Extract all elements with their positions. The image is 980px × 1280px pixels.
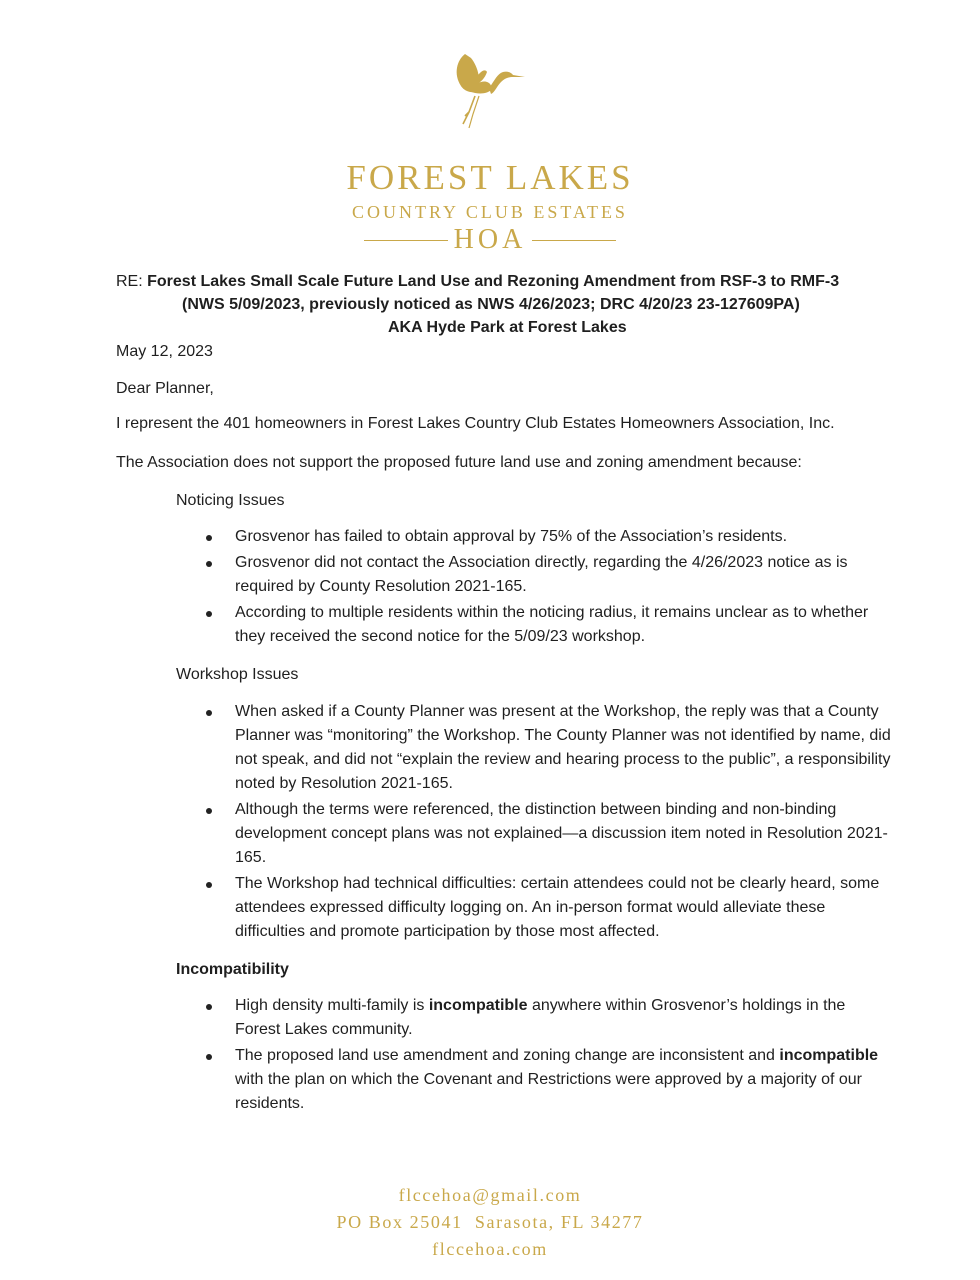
footer [0, 1182, 980, 1263]
item-text: High density multi-family is [235, 997, 429, 1014]
item-emphasis: incompatible [779, 1047, 879, 1064]
re-line-1 [116, 272, 839, 292]
item-text: with the plan on which the Covenant and Restrictions were approved by a majority of our residents. [235, 1071, 863, 1112]
noticing-list [204, 525, 894, 651]
salutation: Dear Planner, [116, 380, 214, 397]
noticing-heading: Noticing Issues [176, 492, 285, 509]
intro-paragraph: I represent the 401 homeowners in Forest Lakes Country Club Estates Homeowners Association, Inc. [116, 415, 835, 432]
incompatibility-list [204, 994, 894, 1118]
re-subject: Forest Lakes Small Scale Future Land Use and Rezoning Amendment from RSF-3 to RMF-3 [147, 273, 840, 290]
workshop-heading: Workshop Issues [176, 666, 299, 683]
workshop-list [204, 700, 894, 946]
item-text: The proposed land use amendment and zoning change are inconsistent and [235, 1047, 780, 1064]
footer-email: flccehoa@gmail.com [398, 1185, 582, 1205]
org-name: FOREST LAKES [346, 158, 634, 197]
list-item: Although the terms were referenced, the distinction between binding and non-binding development concept plans was not explained—a discussion item noted in Resolution 2021-165. [204, 798, 894, 870]
list-item [204, 994, 894, 1042]
item-text: anywhere within Grosvenor’s holdings in the Forest Lakes community. [235, 997, 846, 1038]
re-prefix: RE: [116, 273, 148, 290]
list-item [204, 1044, 894, 1116]
footer-website: flccehoa.com [432, 1239, 548, 1259]
list-item: When asked if a County Planner was present at the Workshop, the reply was that a County Planner was “monitoring” the Workshop. The County Planner was not identified by name, did not speak, and did not “explain the review and hearing process to the public”, a responsibility noted by Resolution 2021-165. [204, 700, 894, 796]
footer-address: PO Box 25041 Sarasota, FL 34277 [336, 1212, 644, 1232]
list-item: Grosvenor did not contact the Association directly, regarding the 4/26/2023 notice as is required by County Resolution 2021-165. [204, 551, 894, 599]
incompatibility-heading: Incompatibility [176, 961, 289, 978]
org-hoa-label: HOA [453, 224, 527, 255]
list-item: Grosvenor has failed to obtain approval by 75% of the Association’s residents. [204, 525, 894, 549]
letter-date: May 12, 2023 [116, 343, 213, 360]
stance-paragraph: The Association does not support the proposed future land use and zoning amendment because: [116, 454, 802, 471]
re-line-3: AKA Hyde Park at Forest Lakes [388, 319, 627, 336]
list-item: The Workshop had technical difficulties: certain attendees could not be clearly heard, some attendees expressed difficulty logging on. An in-person format would alleviate these difficulties and promote participation by those most affected. [204, 872, 894, 944]
item-emphasis: incompatible [428, 997, 528, 1014]
list-item: According to multiple residents within the noticing radius, it remains unclear as to whether they received the second notice for the 5/09/23 workshop. [204, 601, 894, 649]
re-line-2: (NWS 5/09/2023, previously noticed as NWS 4/26/2023; DRC 4/20/23 23-127609PA) [182, 296, 800, 313]
org-subtitle: COUNTRY CLUB ESTATES [352, 202, 628, 222]
